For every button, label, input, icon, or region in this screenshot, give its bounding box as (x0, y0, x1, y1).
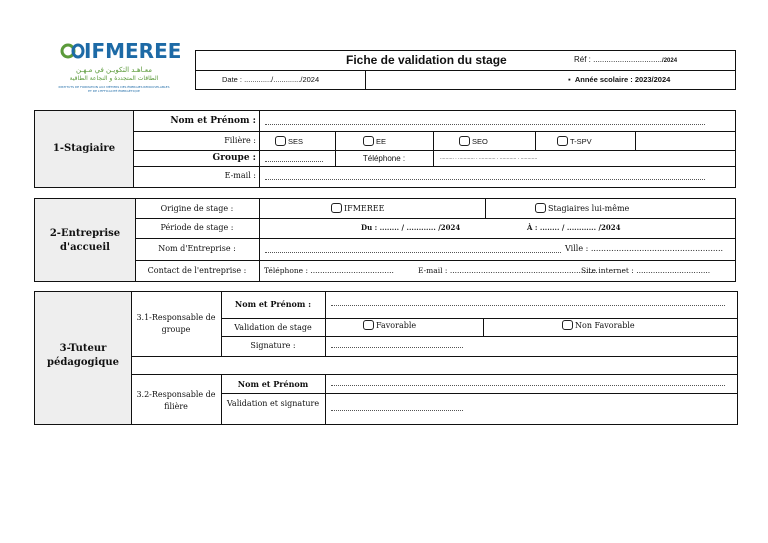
ifmeree-logo (52, 38, 182, 98)
validation-signature-field[interactable] (331, 410, 463, 411)
validation-stage-label: Validation de stage (234, 323, 312, 332)
validation-favorable-label: Favorable (376, 321, 417, 330)
section-2-title: 2-Entreprise d'accueil (49, 228, 121, 253)
telephone-label: Téléphone : (362, 154, 406, 163)
resp-filiere-name-label: Nom et Prénom (237, 379, 309, 389)
filiere-option-ee-label: EE (376, 137, 387, 146)
checkbox-icon (459, 136, 470, 146)
signature-field[interactable] (331, 347, 463, 348)
email-field[interactable] (265, 179, 705, 180)
resp-groupe-label: 3.1-Responsable de groupe (136, 313, 216, 334)
origine-option-stagiaire[interactable] (535, 203, 629, 213)
filiere-option-ses[interactable] (275, 136, 303, 146)
contact-label: Contact de l'entreprise : (147, 266, 247, 275)
periode-a-field[interactable]: À : ........ / ............ /2024 (527, 223, 621, 232)
validation-non-favorable-label: Non Favorable (575, 321, 635, 330)
stagiaire-name-label: Nom et Prénom : (170, 116, 256, 126)
groupe-label: Groupe : (212, 153, 256, 163)
validation-option-non-favorable[interactable] (562, 320, 635, 330)
checkbox-icon (275, 136, 286, 146)
checkbox-icon (557, 136, 568, 146)
contact-site-field[interactable]: Site internet : ............................... (581, 266, 711, 275)
header-box (195, 50, 736, 90)
checkbox-icon (363, 320, 374, 330)
checkbox-icon (535, 203, 546, 213)
filiere-option-seo-label: SEO (472, 137, 488, 146)
checkbox-icon (562, 320, 573, 330)
signature-label: Signature : (250, 341, 296, 350)
filiere-option-ses-label: SES (288, 137, 304, 146)
origine-option-ifmeree[interactable] (331, 203, 384, 213)
logo-name: IFMEREE (84, 39, 182, 63)
ville-field[interactable]: Ville : .................................................... (565, 244, 724, 253)
periode-du-field[interactable]: Du : ........ / ............ /2024 (361, 223, 461, 232)
school-year: ▪ Année scolaire : 2023/2024 (568, 75, 671, 84)
stagiaire-name-field[interactable] (265, 124, 705, 125)
section-entreprise (34, 198, 736, 282)
filiere-option-tspv-label: T-SPV (570, 137, 592, 146)
logo-subtitle: INSTITUTS DE FORMATION AUX MÉTIERS DES ÉNERGIES RENOUVELABLES ET DE L'EFFICACITÉ ÉNERGÉTIQUE (58, 85, 170, 93)
filiere-option-tspv[interactable] (557, 136, 592, 146)
logo-arabic-line2: الطاقات المتجددة و النجاعة الطاقية (69, 75, 159, 82)
section-tuteur (34, 291, 738, 425)
origine-option-ifmeree-label: IFMEREE (344, 204, 385, 213)
section-1-title: 1-Stagiaire (52, 143, 116, 154)
date-field[interactable]: Date : ............./............./2024 (222, 75, 320, 84)
school-year-label: Année scolaire : 2023/2024 (574, 75, 671, 84)
nom-entreprise-field[interactable] (265, 252, 561, 253)
reference-field[interactable] (574, 55, 677, 64)
filiere-label: Filière : (224, 136, 256, 145)
section-stagiaire (34, 110, 736, 188)
telephone-field[interactable]: .......... . ............ . ............ . ............ . ............ (440, 155, 538, 161)
resp-filiere-label: 3.2-Responsable de filière (136, 390, 216, 411)
contact-telephone-field[interactable]: Téléphone : ................................... (264, 266, 394, 275)
email-label: E-mail : (224, 171, 256, 180)
reference-year: /2024 (662, 58, 678, 64)
resp-groupe-name-field[interactable] (331, 305, 725, 306)
resp-groupe-name-label: Nom et Prénom : (234, 299, 312, 309)
checkbox-icon (331, 203, 342, 213)
origine-label: Origine de stage : (160, 204, 234, 213)
filiere-option-ee[interactable] (363, 136, 386, 146)
filiere-option-seo[interactable] (459, 136, 488, 146)
periode-label: Période de stage : (160, 223, 234, 232)
resp-filiere-name-field[interactable] (331, 385, 725, 386)
form-title: Fiche de validation du stage (346, 53, 507, 67)
contact-email-field[interactable]: E-mail : .............................................................. (418, 266, 598, 275)
validation-signature-label: Validation et signature (226, 399, 320, 408)
nom-entreprise-label: Nom d'Entreprise : (158, 244, 236, 253)
reference-label: Réf : ............................... (574, 55, 663, 64)
checkbox-icon (363, 136, 374, 146)
groupe-field[interactable] (265, 161, 323, 162)
origine-option-stagiaire-label: Stagiaires lui-même (548, 204, 630, 213)
logo-arabic-line1: معـاهـد التكويـن في مـهـن (76, 66, 152, 74)
section-3-title: 3-Tuteur pédagogique (47, 343, 119, 368)
validation-option-favorable[interactable] (363, 320, 416, 330)
